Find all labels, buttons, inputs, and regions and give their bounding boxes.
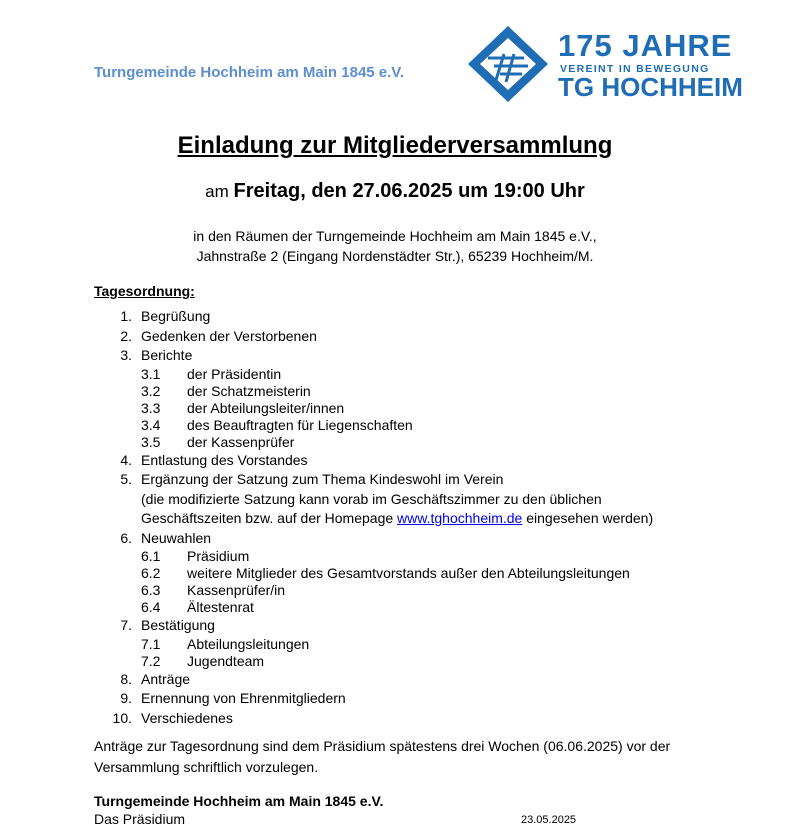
agenda-subitem-number: 3.2 [141, 382, 161, 399]
agenda-subitem-number: 7.1 [141, 635, 161, 652]
agenda-item [94, 327, 734, 347]
anniversary-logo [466, 24, 766, 104]
agenda-subitem [94, 582, 734, 599]
agenda-subitem-text: Jugendteam [187, 652, 265, 669]
venue-line-1: in den Räumen der Turngemeinde Hochheim am Main 1845 e.V., [193, 228, 597, 244]
agenda-subitem [94, 548, 734, 565]
agenda-subitem [94, 565, 734, 582]
agenda-subitem-number: 6.4 [141, 599, 161, 615]
agenda-item-note [94, 509, 734, 529]
agenda-subitem-number: 3.1 [141, 365, 161, 382]
agenda-item-number: 1. [120, 308, 132, 324]
agenda-subitem-text: Kassenprüfer/in [187, 582, 286, 598]
agenda-item-text: Bestätigung [141, 617, 215, 633]
agenda-item-number: 8. [120, 670, 132, 687]
agenda-item-text: Verschiedenes [141, 709, 233, 726]
agenda-item-number: 10. [112, 709, 132, 726]
agenda-item [94, 346, 734, 366]
agenda-subitem-number: 3.5 [141, 433, 161, 450]
agenda-item-text: Anträge [141, 670, 191, 687]
agenda-item [94, 470, 734, 490]
meeting-date [0, 180, 790, 203]
agenda-subitem-text: der Abteilungsleiter/innen [187, 399, 345, 416]
signature-date: 23.05.2025 [521, 814, 577, 826]
agenda-subitem-number: 3.3 [141, 399, 161, 416]
venue-block [0, 226, 790, 266]
agenda-item-text: Gedenken der Verstorbenen [141, 327, 317, 344]
agenda-item-text: Ergänzung der Satzung zum Thema Kindeswohl im Verein [141, 471, 504, 487]
agenda-item-number: 3. [120, 347, 132, 363]
agenda-subitem-text: Ältestenrat [187, 599, 254, 615]
date-prefix: am [205, 182, 229, 201]
agenda-item-text: Neuwahlen [141, 529, 212, 546]
footer-note: Anträge zur Tagesordnung sind dem Präsidium spätestens drei Wochen (06.06.2025) vor der Versammlung schriftlich vorzulegen. [94, 738, 671, 775]
signature-role: Das Präsidium [94, 811, 186, 827]
agenda-item [94, 451, 734, 471]
agenda-item-text: Begrüßung [141, 308, 211, 324]
agenda-item-text: Ernennung von Ehrenmitgliedern [141, 690, 346, 706]
agenda-subitem-text: der Präsidentin [187, 365, 282, 382]
agenda-subitem-number: 7.2 [141, 652, 161, 669]
agenda-item-number: 2. [120, 327, 132, 344]
agenda-subitem-number: 3.4 [141, 416, 161, 433]
agenda-item-text: Berichte [141, 347, 193, 363]
note-text: Geschäftszeiten bzw. auf der Homepage [141, 510, 398, 526]
agenda-subitem-number: 6.2 [141, 565, 161, 581]
agenda-item-number: 6. [120, 529, 132, 546]
logo-years-text: 175 JAHRE [558, 28, 733, 63]
date-main: Freitag, den 27.06.2025 um 19:00 Uhr [233, 180, 585, 202]
agenda-subitem-text: Abteilungsleitungen [187, 635, 310, 652]
tg-diamond-logo-icon [466, 24, 550, 104]
agenda-item [94, 670, 734, 690]
agenda-subitem [94, 636, 734, 653]
venue-line-2: Jahnstraße 2 (Eingang Nordenstädter Str.), 65239 Hochheim/M. [196, 248, 594, 264]
agenda-subitem [94, 400, 734, 417]
page-title: Einladung zur Mitgliederversammlung [177, 132, 613, 159]
agenda-item-note: (die modifizierte Satzung kann vorab im Geschäftszimmer zu den üblichen [141, 490, 602, 507]
agenda-item [94, 689, 734, 709]
agenda-item [94, 709, 734, 729]
agenda-list [94, 307, 734, 728]
agenda-item-text: Entlastung des Vorstandes [141, 451, 308, 468]
agenda-subitem [94, 599, 734, 616]
agenda-subitem [94, 417, 734, 434]
agenda-subitem-number: 6.1 [141, 548, 161, 564]
agenda-subitem [94, 653, 734, 670]
logo-slogan-text: VEREINT IN BEWEGUNG [560, 63, 710, 75]
agenda-subitem-text: weitere Mitglieder des Gesamtvorstands außer den Abteilungsleitungen [187, 565, 630, 581]
organization-header: Turngemeinde Hochheim am Main 1845 e.V. [94, 64, 405, 81]
agenda-subitem-text: der Kassenprüfer [187, 433, 295, 450]
agenda-subitem-number: 6.3 [141, 582, 161, 598]
agenda-item [94, 529, 734, 549]
agenda-item-number: 7. [120, 617, 132, 633]
agenda-subitem-text: des Beauftragten für Liegenschaften [187, 416, 413, 433]
agenda-subitem-text: Präsidium [187, 548, 250, 564]
logo-club-text: TG HOCHHEIM [558, 72, 743, 102]
agenda-item-number: 5. [120, 471, 132, 487]
agenda-item-number: 4. [120, 451, 132, 468]
agenda-item [94, 616, 734, 636]
agenda-subitem [94, 434, 734, 451]
homepage-link[interactable]: www.tghochheim.de [397, 510, 523, 526]
agenda-subitem [94, 366, 734, 383]
agenda-subitem-text: der Schatzmeisterin [187, 382, 311, 399]
agenda-item-number: 9. [120, 690, 132, 706]
agenda-heading: Tagesordnung: [94, 283, 195, 299]
agenda-subitem [94, 383, 734, 400]
agenda-item [94, 307, 734, 327]
signature-organization: Turngemeinde Hochheim am Main 1845 e.V. [94, 793, 384, 809]
note-text: eingesehen werden) [522, 510, 654, 526]
